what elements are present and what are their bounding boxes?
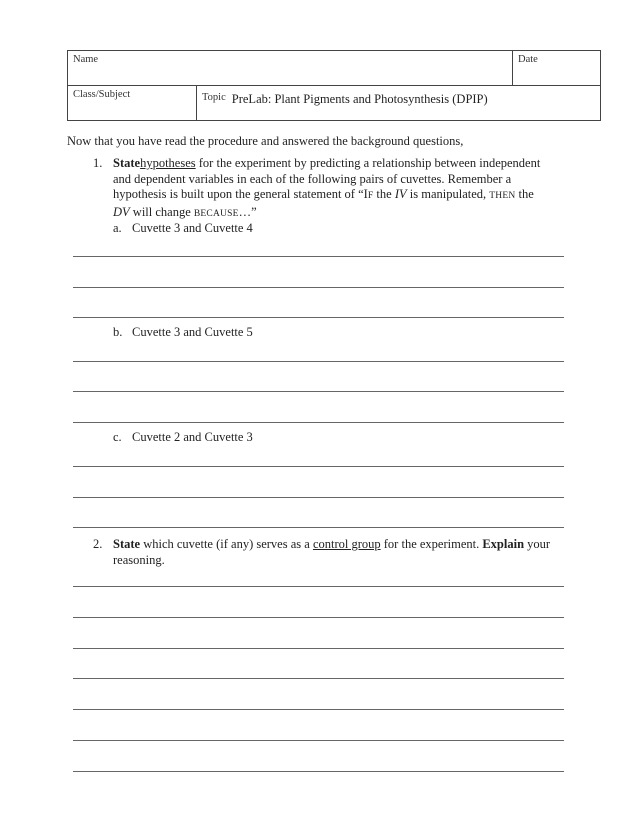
because-term: BECAUSE [193,208,239,219]
name-label: Name [73,54,99,65]
answer-line[interactable] [73,422,564,423]
subquestion-c: c. Cuvette 2 and Cuvette 3 [113,430,253,444]
answer-line[interactable] [73,466,564,467]
name-cell[interactable] [68,51,513,86]
answer-line[interactable] [73,317,564,318]
question-1-text: Statehypotheses for the experiment by predicting a relationship between independent and dependent variables in each of the following pairs of cuvettes. Remember a hypothesis is built upon the general statement of “IF the IV is manipulated, THEN the DV will change BECAUSE…” [113,156,541,219]
answer-line[interactable] [73,617,564,618]
question-2-number: 2. [93,537,103,551]
dv-term: DV [113,204,130,219]
question-1-number: 1. [93,156,103,170]
answer-line[interactable] [73,361,564,362]
header-table [67,50,601,121]
answer-line[interactable] [73,771,564,772]
answer-line[interactable] [73,709,564,710]
question-2-text: State which cuvette (if any) serves as a control group for the experiment. Explain your reasoning. [113,537,551,567]
date-cell[interactable] [513,51,601,86]
answer-line[interactable] [73,527,564,528]
answer-line[interactable] [73,256,564,257]
answer-line[interactable] [73,740,564,741]
hypotheses-term: hypotheses [140,156,196,170]
date-label: Date [518,54,538,65]
topic-label: Topic [202,92,226,103]
class-subject-cell[interactable] [68,86,197,121]
answer-line[interactable] [73,586,564,587]
answer-line[interactable] [73,287,564,288]
state-keyword: State [113,156,141,170]
subquestion-b: b. Cuvette 3 and Cuvette 5 [113,325,253,339]
answer-line[interactable] [73,678,564,679]
topic-value: PreLab: Plant Pigments and Photosynthesis (DPIP) [231,92,488,106]
topic-cell[interactable] [197,86,601,121]
class-subject-label: Class/Subject [73,89,131,100]
state-keyword: State [113,537,141,551]
answer-line[interactable] [73,497,564,498]
answer-line[interactable] [73,391,564,392]
subquestion-a: a. Cuvette 3 and Cuvette 4 [113,221,253,235]
control-group-term: control group [312,537,381,551]
iv-term: IV [394,187,407,201]
intro-text: Now that you have read the procedure and answered the background questions, [67,134,464,148]
explain-keyword: Explain [482,537,525,551]
answer-line[interactable] [73,648,564,649]
then-term: THEN [489,191,516,201]
